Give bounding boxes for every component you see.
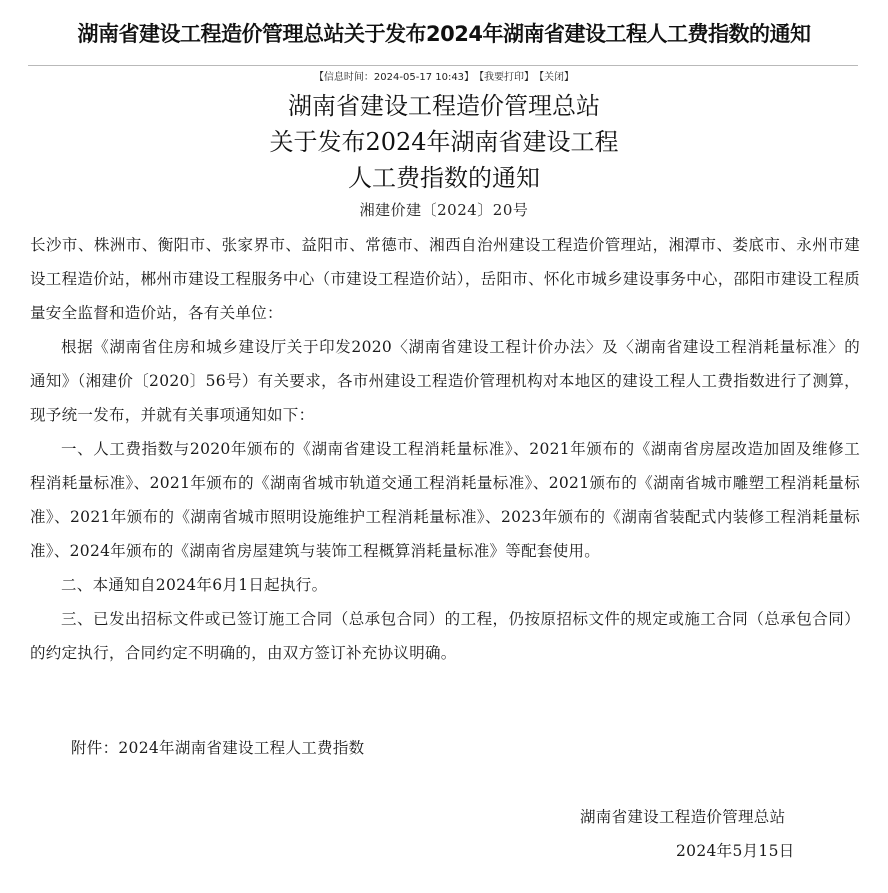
page-header-title: 湖南省建设工程造价管理总站关于发布2024年湖南省建设工程人工费指数的通知	[77, 22, 811, 46]
body-paragraph-item-2: 二、本通知自2024年6月1日起执行。	[61, 576, 328, 594]
attachment-line: 附件：2024年湖南省建设工程人工费指数	[71, 739, 365, 757]
addressee-paragraph: 长沙市、株洲市、衡阳市、张家界市、益阳市、常德市、湘西自治州建设工程造价管理站，湘潭市、娄底市、永州市建设工程造价站，郴州市建设工程服务中心（市建设工程造价站），岳阳市、怀化市城乡建设事务中心，邵阳市建设工程质量安全监督和造价站，各有关单位：	[30, 236, 860, 322]
header-divider	[28, 65, 858, 66]
document-number: 湘建价建〔2024〕20号	[359, 201, 529, 219]
signature-date: 2024年5月15日	[676, 842, 795, 860]
body-paragraph-intro: 根据《湖南省住房和城乡建设厅关于印发2020〈湖南省建设工程计价办法〉及〈湖南省建设工程消耗量标准〉的通知》（湘建价〔2020〕56号）有关要求，各市州建设工程造价管理机构对本地区的建设工程人工费指数进行了测算，现予统一发布，并就有关事项通知如下：	[30, 338, 860, 424]
document-title	[0, 88, 888, 196]
info-time: 【信息时间：2024-05-17 10:43】	[313, 72, 475, 83]
document-title-line-2: 关于发布2024年湖南省建设工程	[269, 128, 619, 156]
document-title-line-1: 湖南省建设工程造价管理总站	[288, 92, 600, 120]
signer-organization: 湖南省建设工程造价管理总站	[580, 808, 786, 826]
body-paragraph-item-3: 三、已发出招标文件或已签订施工合同（总承包合同）的工程，仍按原招标文件的规定或施工合同（总承包合同）的约定执行，合同约定不明确的，由双方签订补充协议明确。	[30, 610, 860, 662]
body-paragraph-item-1: 一、人工费指数与2020年颁布的《湖南省建设工程消耗量标准》、2021年颁布的《湖南省房屋改造加固及维修工程消耗量标准》、2021年颁布的《湖南省城市轨道交通工程消耗量标准》、2021颁布的《湖南省城市雕塑工程消耗量标准》、2021年颁布的《湖南省城市照明设施维护工程消耗量标准》、2023年颁布的《湖南省装配式内装修工程消耗量标准》、2024年颁布的《湖南省房屋建筑与装饰工程概算消耗量标准》等配套使用。	[30, 440, 860, 560]
close-link[interactable]: 【关闭】	[534, 72, 575, 83]
print-link[interactable]: 【我要打印】	[474, 72, 535, 83]
document-body	[30, 228, 860, 670]
document-title-line-3: 人工费指数的通知	[348, 164, 540, 192]
info-bar	[0, 68, 888, 83]
